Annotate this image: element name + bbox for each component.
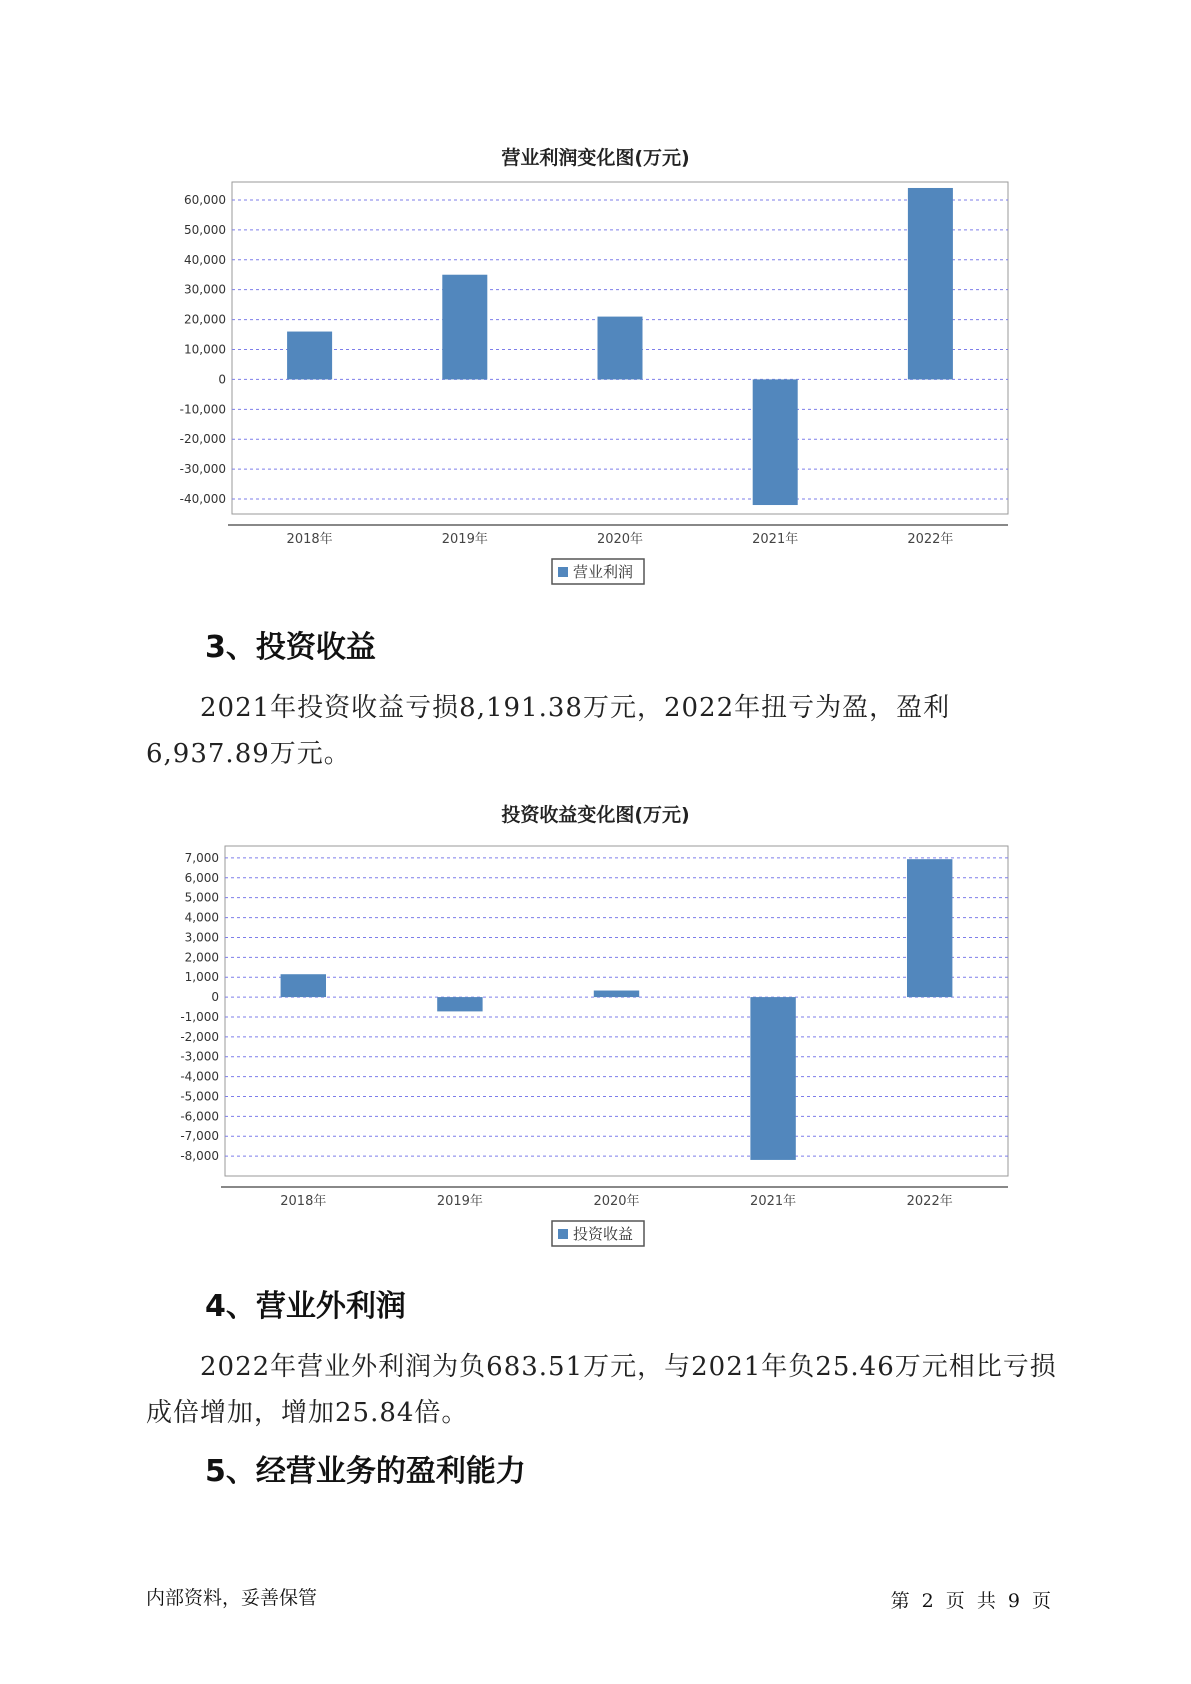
section-4-heading: 4、营业外利润 — [205, 1289, 406, 1324]
x-tick-label: 2019年 — [441, 532, 488, 547]
x-tick-label: 2022年 — [907, 532, 954, 547]
y-tick-label: 0 — [211, 990, 219, 1005]
bar-2021年 — [750, 997, 795, 1160]
y-tick-label: 1,000 — [184, 970, 219, 985]
y-tick-label: 4,000 — [184, 910, 219, 925]
section-4-paragraph: 2022年营业外利润为负683.51万元，与2021年负25.46万元相比亏损成倍增加，增加25.84倍。 — [146, 1352, 1057, 1428]
y-tick-label: 50,000 — [184, 222, 226, 237]
y-tick-label: 5,000 — [184, 890, 219, 905]
section-3-paragraph: 2021年投资收益亏损8,191.38万元，2022年扭亏为盈，盈利6,937.89万元。 — [146, 693, 951, 769]
chart-title-operating-profit: 营业利润变化图(万元) — [501, 147, 690, 169]
x-tick-label: 2019年 — [436, 1194, 483, 1209]
legend-label: 投资收益 — [573, 1225, 634, 1243]
y-tick-label: -10,000 — [179, 402, 226, 417]
footer-confidential-note: 内部资料，妥善保管 — [146, 1587, 318, 1609]
bar-2020年 — [597, 317, 642, 380]
y-tick-label: -6,000 — [180, 1109, 219, 1124]
x-tick-label: 2022年 — [906, 1194, 953, 1209]
investment-income-chart — [0, 830, 1191, 1250]
y-tick-label: 3,000 — [184, 930, 219, 945]
y-tick-label: -30,000 — [179, 462, 226, 477]
x-tick-label: 2020年 — [596, 532, 644, 547]
legend — [552, 559, 644, 584]
y-tick-label: -2,000 — [180, 1029, 219, 1044]
y-tick-label: -7,000 — [180, 1129, 219, 1144]
x-tick-label: 2021年 — [752, 532, 799, 547]
legend-swatch — [558, 1229, 568, 1239]
y-tick-label: 6,000 — [184, 870, 219, 885]
legend-label: 营业利润 — [573, 563, 634, 581]
y-tick-label: -3,000 — [180, 1049, 219, 1064]
x-tick-label: 2018年 — [286, 532, 333, 547]
y-tick-label: 60,000 — [184, 192, 226, 207]
plot-area — [225, 846, 1008, 1176]
y-tick-label: -8,000 — [180, 1149, 219, 1164]
x-tick-label: 2020年 — [593, 1194, 640, 1209]
y-tick-label: -5,000 — [180, 1089, 219, 1104]
chart-title-investment-income: 投资收益变化图(万元) — [501, 804, 690, 826]
bar-2019年 — [437, 997, 482, 1011]
section-5-heading: 5、经营业务的盈利能力 — [205, 1454, 526, 1489]
y-tick-label: 0 — [218, 372, 226, 387]
y-tick-label: -4,000 — [180, 1069, 219, 1084]
y-tick-label: 20,000 — [184, 312, 226, 327]
y-tick-label: 40,000 — [184, 252, 226, 267]
operating-profit-chart — [0, 170, 1191, 590]
bar-2022年 — [907, 859, 952, 997]
y-tick-label: 2,000 — [184, 950, 219, 965]
bar-2018年 — [287, 332, 332, 380]
footer-page-number: 第 2 页 共 9 页 — [890, 1590, 1051, 1612]
legend-swatch — [558, 567, 568, 577]
bar-2022年 — [908, 188, 953, 379]
bar-2019年 — [442, 275, 487, 380]
section-3-heading: 3、投资收益 — [205, 630, 376, 665]
y-tick-label: -20,000 — [179, 432, 226, 447]
y-tick-label: 7,000 — [184, 850, 219, 865]
x-tick-label: 2021年 — [750, 1194, 797, 1209]
y-tick-label: 30,000 — [184, 282, 226, 297]
bar-2018年 — [281, 974, 326, 997]
y-tick-label: -40,000 — [179, 492, 226, 507]
y-tick-label: 10,000 — [184, 342, 226, 357]
legend — [552, 1221, 644, 1246]
x-tick-label: 2018年 — [280, 1194, 327, 1209]
bar-2020年 — [594, 991, 639, 998]
y-tick-label: -1,000 — [180, 1009, 219, 1024]
bar-2021年 — [753, 379, 798, 505]
